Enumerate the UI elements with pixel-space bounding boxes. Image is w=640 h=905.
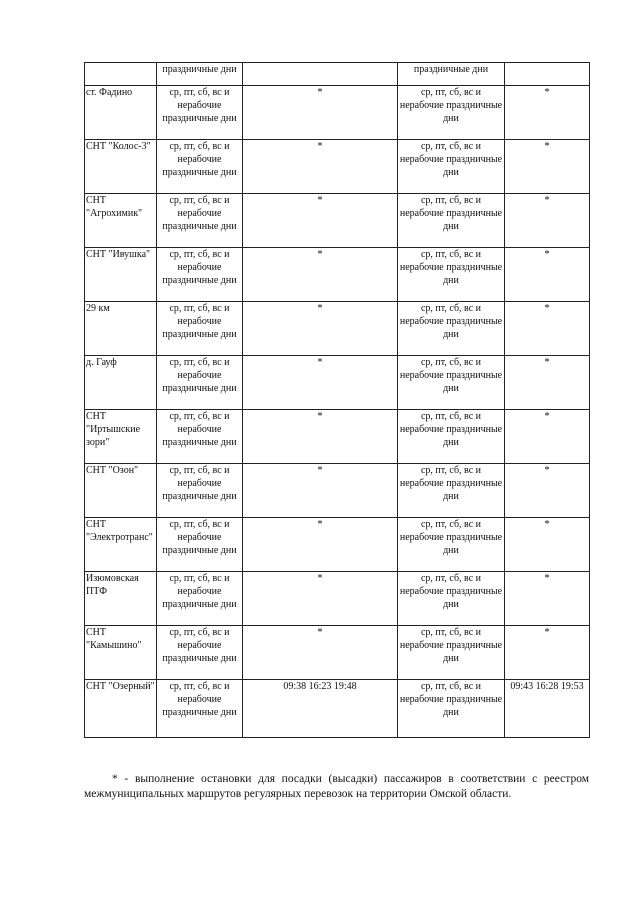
time-cell: *	[505, 410, 590, 464]
time-cell: *	[243, 302, 398, 356]
time-cell: 09:38 16:23 19:48	[243, 680, 398, 738]
days-cell: ср, пт, сб, вс и нерабочие праздничные дни	[157, 356, 243, 410]
table-row	[85, 518, 590, 572]
days-cell: ср, пт, сб, вс и нерабочие праздничные дни	[398, 572, 505, 626]
days-cell: ср, пт, сб, вс и нерабочие праздничные дни	[157, 626, 243, 680]
table-row	[85, 680, 590, 738]
stop-cell: СНТ "Иртышские зори"	[85, 410, 157, 464]
days-cell: ср, пт, сб, вс и нерабочие праздничные дни	[398, 248, 505, 302]
schedule-body	[85, 63, 590, 738]
stop-cell: СНТ "Ивушка"	[85, 248, 157, 302]
stop-cell: д. Гауф	[85, 356, 157, 410]
days-cell: ср, пт, сб, вс и нерабочие праздничные дни	[398, 464, 505, 518]
table-row	[85, 86, 590, 140]
days-cell: праздничные дни	[398, 63, 505, 86]
days-cell: ср, пт, сб, вс и нерабочие праздничные дни	[157, 140, 243, 194]
time-cell: *	[505, 518, 590, 572]
time-cell: *	[243, 248, 398, 302]
time-cell: *	[243, 410, 398, 464]
days-cell: ср, пт, сб, вс и нерабочие праздничные дни	[157, 248, 243, 302]
time-cell: *	[243, 518, 398, 572]
stop-cell	[85, 63, 157, 86]
time-cell	[505, 63, 590, 86]
days-cell: ср, пт, сб, вс и нерабочие праздничные дни	[157, 680, 243, 738]
days-cell: ср, пт, сб, вс и нерабочие праздничные дни	[398, 410, 505, 464]
days-cell: ср, пт, сб, вс и нерабочие праздничные дни	[398, 194, 505, 248]
table-row	[85, 410, 590, 464]
stop-cell: СНТ "Озон"	[85, 464, 157, 518]
time-cell: *	[243, 194, 398, 248]
days-cell: ср, пт, сб, вс и нерабочие праздничные дни	[157, 194, 243, 248]
days-cell: ср, пт, сб, вс и нерабочие праздничные дни	[398, 518, 505, 572]
time-cell: *	[505, 194, 590, 248]
time-cell	[243, 63, 398, 86]
days-cell: праздничные дни	[157, 63, 243, 86]
days-cell: ср, пт, сб, вс и нерабочие праздничные дни	[398, 626, 505, 680]
time-cell: *	[243, 464, 398, 518]
stop-cell: СНТ "Агрохимик"	[85, 194, 157, 248]
table-row	[85, 626, 590, 680]
time-cell: *	[505, 356, 590, 410]
time-cell: *	[505, 248, 590, 302]
time-cell: *	[243, 626, 398, 680]
table-row	[85, 248, 590, 302]
stop-cell: СНТ "Озерный"	[85, 680, 157, 738]
stop-cell: СНТ "Колос-3"	[85, 140, 157, 194]
stop-cell: ст. Фадино	[85, 86, 157, 140]
continuation-row	[85, 63, 590, 86]
days-cell: ср, пт, сб, вс и нерабочие праздничные дни	[157, 410, 243, 464]
time-cell: *	[505, 140, 590, 194]
days-cell: ср, пт, сб, вс и нерабочие праздничные дни	[157, 518, 243, 572]
days-cell: ср, пт, сб, вс и нерабочие праздничные дни	[398, 86, 505, 140]
time-cell: *	[505, 86, 590, 140]
time-cell: *	[505, 626, 590, 680]
days-cell: ср, пт, сб, вс и нерабочие праздничные дни	[398, 302, 505, 356]
time-cell: *	[243, 356, 398, 410]
days-cell: ср, пт, сб, вс и нерабочие праздничные дни	[157, 464, 243, 518]
time-cell: *	[505, 464, 590, 518]
table-row	[85, 356, 590, 410]
days-cell: ср, пт, сб, вс и нерабочие праздничные дни	[157, 302, 243, 356]
schedule-table	[84, 62, 590, 738]
time-cell: *	[243, 140, 398, 194]
stop-cell: СНТ "Электротранс"	[85, 518, 157, 572]
stop-cell: СНТ "Камышино"	[85, 626, 157, 680]
time-cell: *	[505, 302, 590, 356]
days-cell: ср, пт, сб, вс и нерабочие праздничные дни	[398, 356, 505, 410]
footnote: * - выполнение остановки для посадки (высадки) пассажиров в соответствии с реестром межмуниципальных маршрутов регулярных перевозок на территории Омской области.	[84, 773, 589, 800]
days-cell: ср, пт, сб, вс и нерабочие праздничные дни	[157, 86, 243, 140]
days-cell: ср, пт, сб, вс и нерабочие праздничные дни	[398, 680, 505, 738]
days-cell: ср, пт, сб, вс и нерабочие праздничные дни	[157, 572, 243, 626]
table-row	[85, 194, 590, 248]
stop-cell: 29 км	[85, 302, 157, 356]
table-row	[85, 464, 590, 518]
days-cell: ср, пт, сб, вс и нерабочие праздничные дни	[398, 140, 505, 194]
time-cell: *	[243, 86, 398, 140]
stop-cell: Изюмовская ПТФ	[85, 572, 157, 626]
time-cell: *	[505, 572, 590, 626]
table-row	[85, 302, 590, 356]
table-row	[85, 572, 590, 626]
time-cell: *	[243, 572, 398, 626]
table-row	[85, 140, 590, 194]
time-cell: 09:43 16:28 19:53	[505, 680, 590, 738]
